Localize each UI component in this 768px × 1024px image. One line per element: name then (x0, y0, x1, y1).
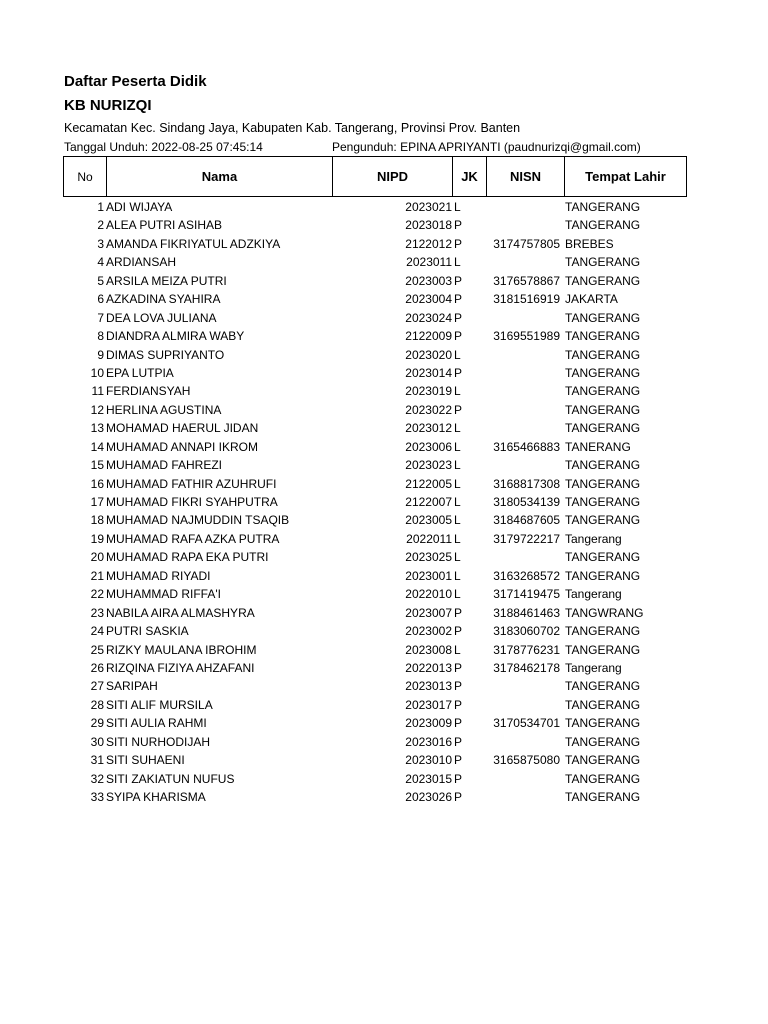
cell-tempat-lahir: TANERANG (565, 439, 631, 454)
cell-nisn: 3168817308 (493, 476, 560, 491)
table-header (63, 156, 687, 197)
table-row (0, 567, 768, 585)
table-row (0, 696, 768, 714)
cell-no: 33 (90, 790, 104, 804)
table-row (0, 253, 768, 271)
table-row (0, 438, 768, 456)
cell-jk: P (454, 734, 463, 749)
cell-tempat-lahir: TANGERANG (565, 421, 641, 436)
cell-tempat-lahir: TANGERANG (565, 218, 641, 233)
cell-nama: EPA LUTPIA (106, 365, 174, 380)
cell-nama: MUHAMAD FIKRI SYAHPUTRA (106, 495, 278, 509)
cell-no: 21 (90, 568, 104, 583)
header-nipd: NIPD (333, 157, 453, 196)
cell-nisn: 3188461463 (493, 605, 560, 620)
cell-jk: L (454, 642, 461, 657)
table-row (0, 419, 768, 437)
cell-nipd: 2023020 (405, 347, 452, 362)
header-nisn: NISN (487, 157, 565, 196)
document-title: Daftar Peserta Didik (64, 73, 207, 90)
cell-nipd: 2122012 (405, 236, 452, 251)
cell-tempat-lahir: TANGERANG (565, 716, 641, 731)
cell-nipd: 2122009 (405, 329, 452, 344)
cell-nama: MUHAMAD ANNAPI IKROM (106, 439, 259, 454)
table-row (0, 714, 768, 732)
table-row (0, 641, 768, 659)
cell-no: 22 (90, 587, 104, 602)
cell-jk: L (454, 347, 461, 362)
cell-no: 24 (90, 624, 104, 639)
cell-no: 9 (97, 347, 104, 362)
cell-jk: P (454, 679, 463, 694)
cell-tempat-lahir: TANGERANG (565, 495, 641, 509)
cell-jk: P (454, 716, 463, 731)
cell-tempat-lahir: TANGERANG (565, 384, 641, 399)
table-row (0, 290, 768, 308)
cell-nisn: 3178776231 (493, 642, 560, 657)
cell-jk: L (454, 439, 461, 454)
cell-nama: SITI NURHODIJAH (106, 734, 211, 749)
cell-no: 13 (90, 421, 104, 436)
cell-nipd: 2023002 (405, 624, 452, 639)
table-row (0, 346, 768, 364)
cell-tempat-lahir: TANGERANG (565, 402, 641, 417)
table-row (0, 272, 768, 290)
cell-tempat-lahir: TANGERANG (565, 365, 641, 380)
cell-nipd: 2023011 (406, 255, 452, 270)
cell-jk: L (454, 531, 461, 546)
cell-nama: SITI ZAKIATUN NUFUS (106, 771, 235, 786)
cell-no: 31 (90, 753, 104, 768)
table-row (0, 475, 768, 493)
cell-nama: AMANDA FIKRIYATUL ADZKIYA (106, 236, 281, 251)
cell-no: 26 (90, 660, 104, 675)
table-row (0, 309, 768, 327)
table-row (0, 530, 768, 548)
cell-nipd: 2023012 (405, 421, 452, 436)
cell-nipd: 2023026 (405, 790, 452, 804)
table-row (0, 788, 768, 806)
cell-no: 7 (97, 310, 104, 325)
cell-nama: MUHAMAD FAHREZI (106, 458, 223, 473)
cell-jk: P (454, 402, 463, 417)
cell-jk: P (454, 273, 463, 288)
cell-jk: L (454, 550, 461, 565)
cell-jk: P (454, 292, 463, 307)
cell-nisn: 3180534139 (493, 495, 560, 509)
cell-nisn: 3181516919 (493, 292, 560, 307)
cell-nama: MUHAMAD FATHIR AZUHRUFI (106, 476, 277, 491)
cell-no: 10 (90, 365, 104, 380)
cell-tempat-lahir: TANGERANG (565, 624, 641, 639)
cell-no: 1 (97, 200, 104, 214)
table-row (0, 604, 768, 622)
cell-nama: ALEA PUTRI ASIHAB (106, 218, 223, 233)
cell-nipd: 2023006 (405, 439, 452, 454)
cell-no: 6 (97, 292, 104, 307)
cell-nipd: 2023024 (405, 310, 452, 325)
cell-tempat-lahir: TANGERANG (565, 200, 641, 214)
cell-nipd: 2122007 (405, 495, 452, 509)
cell-nipd: 2023019 (405, 384, 452, 399)
cell-no: 28 (90, 697, 104, 712)
cell-nipd: 2023015 (405, 771, 452, 786)
cell-nama: AZKADINA SYAHIRA (106, 292, 221, 307)
cell-nama: DIANDRA ALMIRA WABY (106, 329, 245, 344)
cell-no: 14 (90, 439, 104, 454)
header-tempat-lahir: Tempat Lahir (585, 169, 666, 184)
cell-jk: L (454, 495, 461, 509)
cell-jk: P (454, 790, 463, 804)
cell-tempat-lahir: Tangerang (565, 531, 622, 546)
cell-no: 27 (90, 679, 104, 694)
cell-nipd: 2022013 (405, 660, 452, 675)
cell-jk: L (454, 458, 461, 473)
cell-nipd: 2023014 (405, 365, 452, 380)
cell-nisn: 3184687605 (493, 513, 560, 528)
table-row (0, 511, 768, 529)
cell-nisn: 3165875080 (493, 753, 560, 768)
cell-nama: MUHAMAD RAPA EKA PUTRI (106, 550, 269, 565)
cell-no: 19 (90, 531, 104, 546)
cell-jk: L (454, 421, 461, 436)
table-row (0, 456, 768, 474)
cell-nama: SITI SUHAENI (106, 753, 185, 768)
location-line: Kecamatan Kec. Sindang Jaya, Kabupaten Kab. Tangerang, Provinsi Prov. Banten (64, 121, 521, 135)
cell-no: 5 (97, 273, 104, 288)
cell-nipd: 2023017 (405, 697, 452, 712)
table-row (0, 733, 768, 751)
table-row (0, 382, 768, 400)
cell-nipd: 2023018 (405, 218, 452, 233)
cell-jk: P (454, 329, 463, 344)
cell-jk: L (454, 384, 461, 399)
cell-nipd: 2023007 (405, 605, 452, 620)
cell-nipd: 2023004 (405, 292, 452, 307)
cell-tempat-lahir: TANGERANG (565, 513, 641, 528)
cell-nama: MUHAMAD RAFA AZKA PUTRA (106, 531, 280, 546)
cell-jk: P (454, 753, 463, 768)
school-name: KB NURIZQI (64, 97, 152, 114)
header-nama: Nama (107, 157, 333, 196)
cell-tempat-lahir: TANGERANG (565, 642, 641, 657)
cell-nama: MUHAMMAD RIFFA'I (106, 587, 221, 602)
cell-nisn: 3163268572 (493, 568, 560, 583)
table-row (0, 770, 768, 788)
table-row (0, 327, 768, 345)
cell-no: 2 (97, 218, 104, 233)
download-date: Tanggal Unduh: 2022-08-25 07:45:14 (64, 140, 263, 154)
cell-nisn: 3183060702 (493, 624, 560, 639)
table-row (0, 622, 768, 640)
table-row (0, 677, 768, 695)
cell-no: 32 (90, 771, 104, 786)
cell-jk: L (454, 200, 461, 214)
cell-jk: P (454, 660, 463, 675)
cell-tempat-lahir: TANGERANG (565, 697, 641, 712)
cell-nama: RIZKY MAULANA IBROHIM (106, 642, 257, 657)
cell-no: 3 (97, 236, 104, 251)
cell-nama: MUHAMAD NAJMUDDIN TSAQIB (106, 513, 290, 528)
cell-tempat-lahir: TANGERANG (565, 550, 641, 565)
cell-tempat-lahir: Tangerang (565, 587, 622, 602)
cell-jk: P (454, 697, 463, 712)
cell-jk: P (454, 605, 463, 620)
cell-nisn: 3179722217 (493, 531, 560, 546)
cell-jk: P (454, 310, 463, 325)
cell-nipd: 2023010 (405, 753, 452, 768)
cell-tempat-lahir: TANGERANG (565, 734, 641, 749)
table-row (0, 751, 768, 769)
cell-nisn: 3176578867 (493, 273, 560, 288)
cell-tempat-lahir: TANGERANG (565, 771, 641, 786)
cell-no: 15 (90, 458, 104, 473)
cell-nipd: 2023005 (405, 513, 452, 528)
header-no: No (64, 157, 107, 196)
cell-tempat-lahir: TANGERANG (565, 273, 641, 288)
cell-no: 8 (97, 329, 104, 344)
cell-no: 25 (90, 642, 104, 657)
cell-tempat-lahir: TANGERANG (565, 790, 641, 804)
table-row (0, 364, 768, 382)
downloader: Pengunduh: EPINA APRIYANTI (paudnurizqi@gmail.com) (332, 140, 641, 154)
cell-tempat-lahir: TANGERANG (565, 753, 641, 768)
cell-nama: SYIPA KHARISMA (106, 790, 206, 804)
cell-nama: HERLINA AGUSTINA (106, 402, 222, 417)
cell-no: 23 (90, 605, 104, 620)
cell-nama: ARDIANSAH (106, 255, 177, 270)
cell-jk: L (454, 587, 461, 602)
cell-no: 20 (90, 550, 104, 565)
cell-no: 29 (90, 716, 104, 731)
table-body (0, 198, 768, 806)
cell-no: 12 (90, 402, 104, 417)
cell-nisn: 3174757805 (493, 236, 560, 251)
cell-nama: DIMAS SUPRIYANTO (106, 347, 225, 362)
table-row (0, 585, 768, 603)
cell-nipd: 2023003 (405, 273, 452, 288)
cell-nipd: 2023008 (405, 642, 452, 657)
cell-nama: RIZQINA FIZIYA AHZAFANI (106, 660, 255, 675)
cell-nama: DEA LOVA JULIANA (106, 310, 217, 325)
cell-no: 30 (90, 734, 104, 749)
cell-tempat-lahir: TANGERANG (565, 310, 641, 325)
cell-tempat-lahir: TANGERANG (565, 679, 641, 694)
cell-nama: SARIPAH (106, 679, 158, 694)
cell-nipd: 2023009 (405, 716, 452, 731)
cell-nipd: 2023001 (405, 568, 452, 583)
cell-jk: P (454, 365, 463, 380)
cell-tempat-lahir: TANGERANG (565, 458, 641, 473)
table-row (0, 548, 768, 566)
cell-jk: P (454, 624, 463, 639)
cell-tempat-lahir: BREBES (565, 236, 614, 251)
cell-tempat-lahir: TANGERANG (565, 329, 641, 344)
cell-nama: PUTRI SASKIA (106, 624, 189, 639)
cell-tempat-lahir: TANGERANG (565, 255, 641, 270)
cell-no: 4 (97, 255, 104, 270)
cell-jk: L (454, 568, 461, 583)
cell-tempat-lahir: JAKARTA (565, 292, 618, 307)
cell-nipd: 2023023 (405, 458, 452, 473)
cell-nama: ADI WIJAYA (106, 200, 173, 214)
cell-nisn: 3169551989 (493, 329, 560, 344)
cell-nisn: 3170534701 (493, 716, 560, 731)
cell-nama: SITI ALIF MURSILA (106, 697, 213, 712)
cell-jk: L (454, 476, 461, 491)
table-row (0, 401, 768, 419)
table-row (0, 493, 768, 511)
cell-nama: NABILA AIRA ALMASHYRA (106, 605, 255, 620)
cell-nipd: 2023016 (405, 734, 452, 749)
cell-nama: MUHAMAD RIYADI (106, 568, 211, 583)
cell-nisn: 3171419475 (493, 587, 560, 602)
table-row (0, 235, 768, 253)
cell-no: 11 (91, 384, 104, 399)
cell-nipd: 2023022 (405, 402, 452, 417)
cell-no: 18 (90, 513, 104, 528)
cell-no: 17 (90, 495, 104, 509)
cell-jk: P (454, 236, 463, 251)
table-row (0, 198, 768, 216)
cell-tempat-lahir: TANGERANG (565, 476, 641, 491)
cell-nipd: 2023021 (405, 200, 452, 214)
table-row (0, 659, 768, 677)
cell-nipd: 2023025 (405, 550, 452, 565)
cell-jk: P (454, 771, 463, 786)
cell-jk: P (454, 218, 463, 233)
cell-nama: SITI AULIA RAHMI (106, 716, 207, 731)
cell-tempat-lahir: TANGERANG (565, 568, 641, 583)
cell-tempat-lahir: Tangerang (565, 660, 622, 675)
cell-no: 16 (90, 476, 104, 491)
cell-nipd: 2022011 (406, 531, 452, 546)
cell-nama: MOHAMAD HAERUL JIDAN (106, 421, 259, 436)
cell-jk: L (454, 255, 461, 270)
cell-tempat-lahir: TANGERANG (565, 347, 641, 362)
cell-nisn: 3178462178 (493, 660, 560, 675)
cell-tempat-lahir: TANGWRANG (565, 605, 644, 620)
cell-nisn: 3165466883 (493, 439, 560, 454)
cell-jk: L (454, 513, 461, 528)
header-jk: JK (453, 157, 487, 196)
cell-nipd: 2022010 (405, 587, 452, 602)
table-row (0, 216, 768, 234)
cell-nama: ARSILA MEIZA PUTRI (106, 273, 227, 288)
cell-nama: FERDIANSYAH (106, 384, 191, 399)
cell-nipd: 2023013 (405, 679, 452, 694)
cell-nipd: 2122005 (405, 476, 452, 491)
